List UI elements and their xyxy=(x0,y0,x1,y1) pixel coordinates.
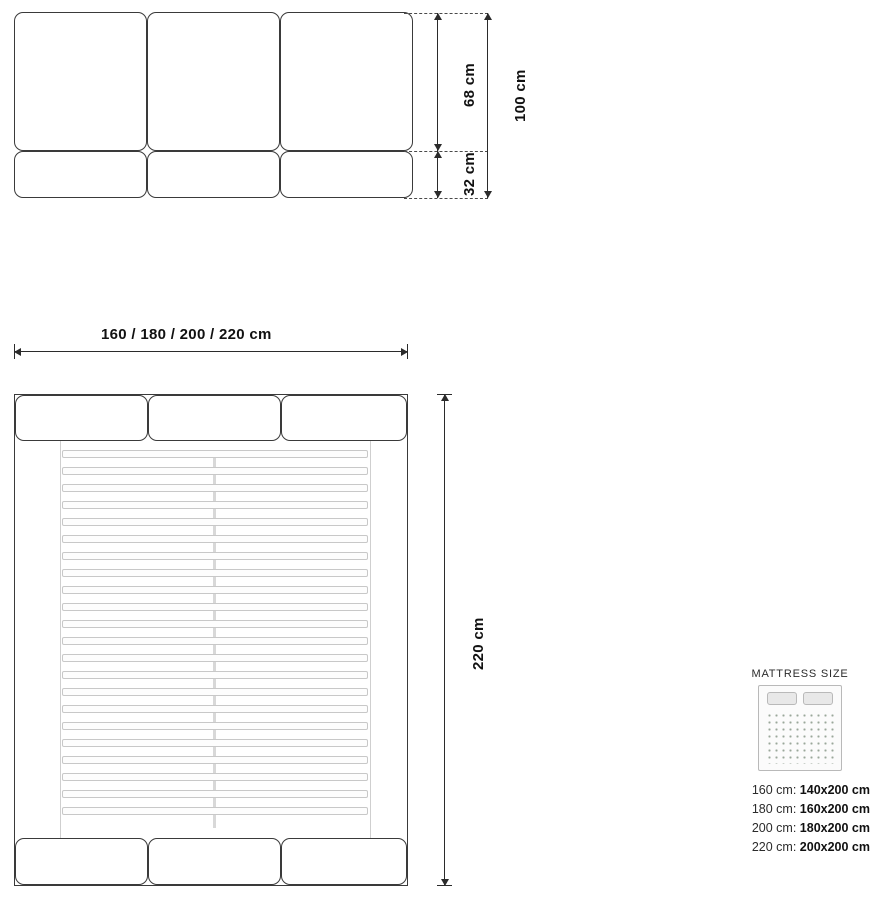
legend-mattress-size: 180x200 cm xyxy=(799,821,870,835)
plan-footboard-cushion-right xyxy=(281,838,407,885)
bed-slat xyxy=(62,518,368,526)
pillow-left-icon xyxy=(767,692,797,705)
legend-mattress-size: 200x200 cm xyxy=(799,840,870,854)
plan-headboard-cushion-center xyxy=(148,395,281,441)
bed-side-rail-left xyxy=(60,441,61,838)
bed-plan-view xyxy=(14,394,408,886)
headboard-panel-lower-right xyxy=(280,151,413,198)
plan-footboard-cushion-center xyxy=(148,838,281,885)
legend-mattress-size: 140x200 cm xyxy=(799,783,870,797)
legend-bed-size: 200 cm: xyxy=(751,821,797,835)
extension-line-top xyxy=(404,13,488,14)
bed-slat xyxy=(62,671,368,679)
legend-bed-size: 220 cm: xyxy=(751,840,797,854)
dimension-label-32cm: 32 cm xyxy=(461,151,478,196)
bed-slat xyxy=(62,586,368,594)
dimension-line-100cm xyxy=(487,13,488,198)
bed-slat xyxy=(62,552,368,560)
dimension-label-68cm: 68 cm xyxy=(461,62,478,107)
dimension-label-width: 160 / 180 / 200 / 220 cm xyxy=(101,326,272,343)
bed-slat xyxy=(62,535,368,543)
plan-headboard-cushion-left xyxy=(15,395,148,441)
headboard-panel-upper-left xyxy=(14,12,147,151)
bed-slat xyxy=(62,501,368,509)
bed-slat xyxy=(62,654,368,662)
bed-slat xyxy=(62,739,368,747)
bed-slat-area xyxy=(62,450,368,828)
mattress-icon xyxy=(758,685,842,771)
legend-rows xyxy=(730,781,870,857)
extension-line-bottom xyxy=(404,198,488,199)
dimension-arrow-100cm-bottom xyxy=(484,191,492,198)
legend-bed-size: 160 cm: xyxy=(751,783,797,797)
dimension-arrow-68cm-top xyxy=(434,13,442,20)
headboard-panel-lower-center xyxy=(147,151,280,198)
bed-slat xyxy=(62,569,368,577)
mattress-size-legend xyxy=(730,668,870,857)
dimension-tick-width-left xyxy=(14,344,15,359)
headboard-panel-upper-center xyxy=(147,12,280,151)
plan-footboard-cushion-left xyxy=(15,838,148,885)
legend-bed-size: 180 cm: xyxy=(751,802,797,816)
legend-mattress-size: 160x200 cm xyxy=(799,802,870,816)
dimension-arrow-100cm-top xyxy=(484,13,492,20)
dimension-line-68cm xyxy=(437,13,438,151)
bed-slat xyxy=(62,484,368,492)
legend-row xyxy=(730,819,870,838)
dimension-tick-width-right xyxy=(407,344,408,359)
bed-slat xyxy=(62,467,368,475)
bed-slat xyxy=(62,603,368,611)
dimension-line-length xyxy=(444,394,445,886)
bed-slat xyxy=(62,722,368,730)
pillow-right-icon xyxy=(803,692,833,705)
bed-slat xyxy=(62,773,368,781)
dimension-tick-length-top xyxy=(437,394,452,395)
dimension-arrow-width-left xyxy=(14,348,21,356)
bed-slat xyxy=(62,756,368,764)
mattress-texture xyxy=(766,712,834,764)
legend-row xyxy=(730,800,870,819)
plan-headboard-cushion-right xyxy=(281,395,407,441)
legend-row xyxy=(730,838,870,857)
bed-slat xyxy=(62,807,368,815)
dimension-arrow-32cm-bottom xyxy=(434,191,442,198)
dimension-arrow-length-top xyxy=(441,394,449,401)
headboard-top-view xyxy=(14,12,414,198)
dimension-tick-length-bottom xyxy=(437,885,452,886)
bed-slat xyxy=(62,637,368,645)
dimension-label-length: 220 cm xyxy=(470,617,487,670)
bed-slat xyxy=(62,450,368,458)
bed-slat xyxy=(62,688,368,696)
dimension-line-width xyxy=(14,351,408,352)
bed-slat xyxy=(62,790,368,798)
dimension-arrow-32cm-top xyxy=(434,151,442,158)
legend-row xyxy=(730,781,870,800)
legend-title: MATTRESS SIZE xyxy=(751,668,849,680)
headboard-panel-upper-right xyxy=(280,12,413,151)
bed-slat xyxy=(62,705,368,713)
bed-side-rail-right xyxy=(370,441,371,838)
bed-slat xyxy=(62,620,368,628)
dimension-arrow-68cm-bottom xyxy=(434,144,442,151)
dimension-label-100cm: 100 cm xyxy=(512,69,529,122)
headboard-panel-lower-left xyxy=(14,151,147,198)
